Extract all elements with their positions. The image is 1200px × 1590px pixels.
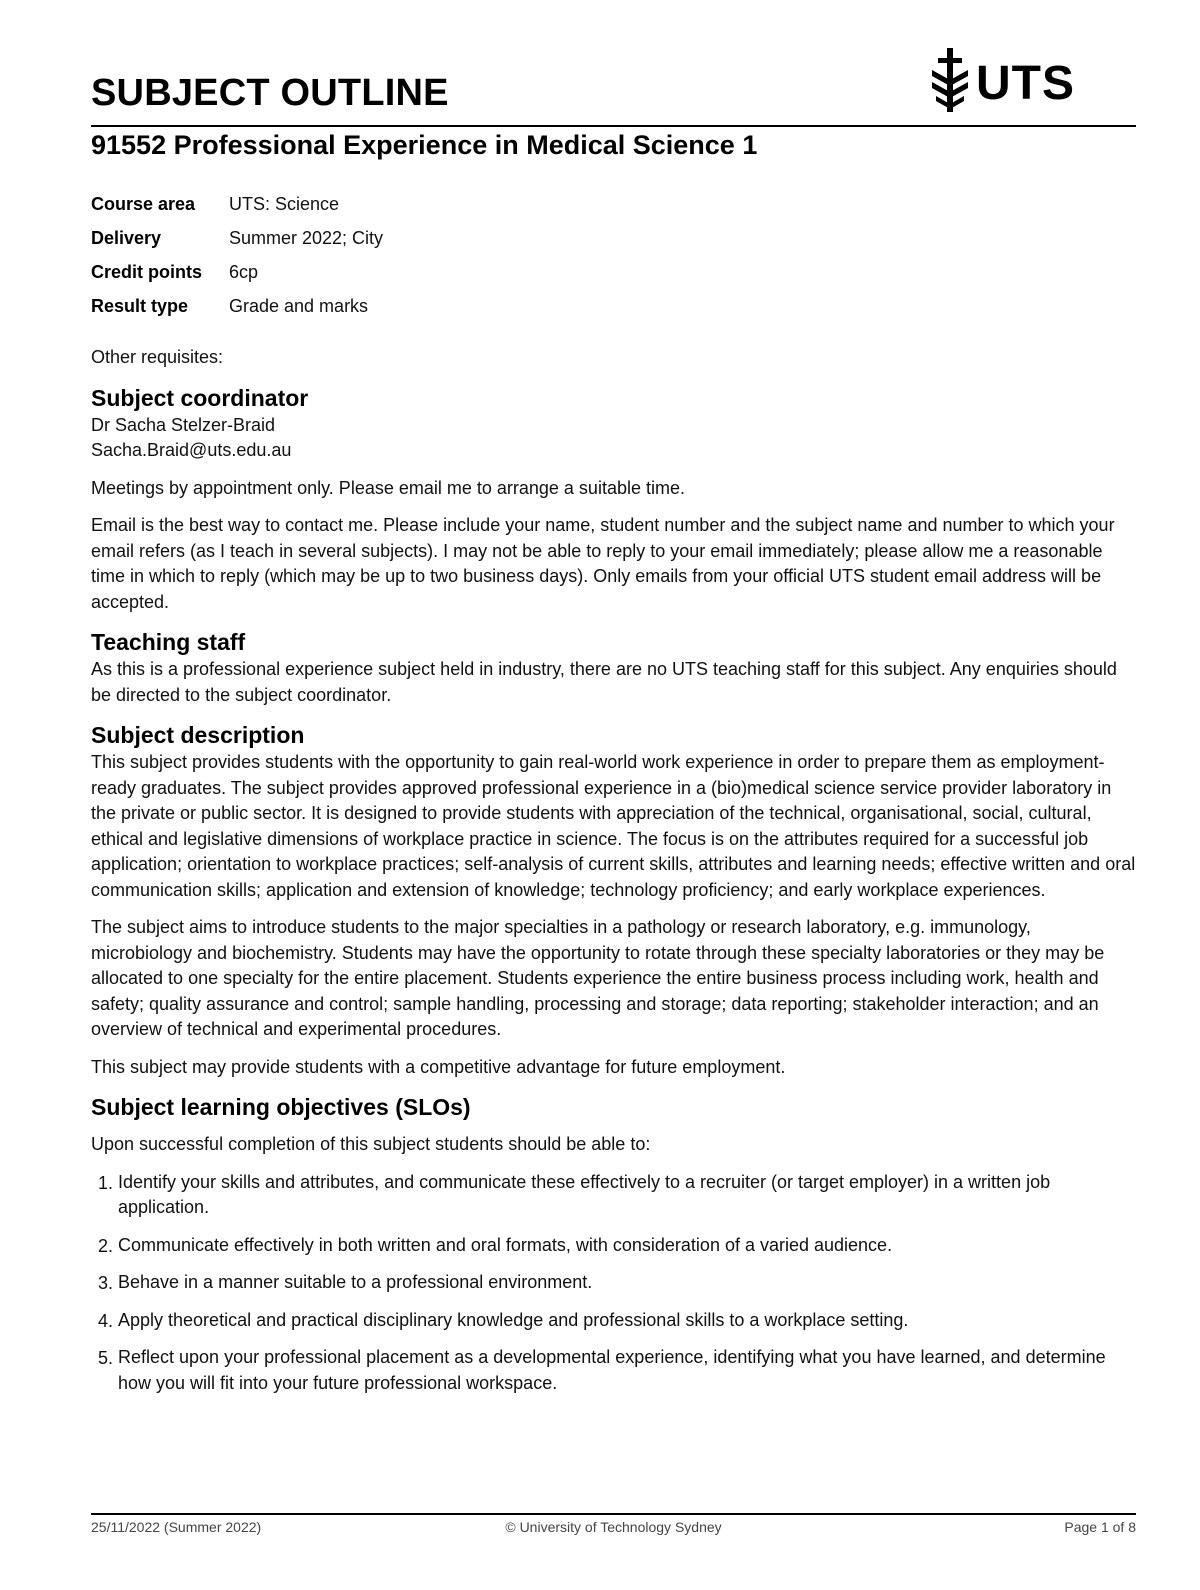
teaching-staff-text: As this is a professional experience subject held in industry, there are no UTS teaching staff for this subject. Any enquiries should be directed to the subject coordinator. [91,659,1117,705]
list-item-text: Apply theoretical and practical disciplinary knowledge and professional skills to a workplace setting. [118,1309,909,1330]
list-item-text: Behave in a manner suitable to a professional environment. [118,1272,593,1292]
list-item-text: Identify your skills and attributes, and communicate these effectively to a recruiter (or target employer) in a written job application. [118,1171,1051,1217]
list-item-number: 1. [98,1172,114,1193]
header-divider [91,125,1136,127]
footer-page-number: Page 1 of 8 [1064,1519,1136,1535]
list-item [91,1345,1136,1396]
description-paragraph: This subject provides students with the opportunity to gain real-world work experience in order to prepare them as employment-ready graduates. The subject provides approved professional experience in a (bio)medical science service provider laboratory in the private or public sector. It is designed to provide students with appreciation of the technical, organisational, social, cultural, ethical and legislative dimensions of workplace practice in science. The focus is on the attributes required for a successful job application; orientation to workplace practices; self-analysis of current skills, attributes and learning needs; effective written and oral communication skills; application and extension of knowledge; technology proficiency; and early workplace experiences. [91,752,1136,900]
list-item-text: Communicate effectively in both written and oral formats, with consideration of a varied audience. [118,1234,893,1255]
list-item-number: 5. [98,1348,114,1368]
description-paragraph: The subject aims to introduce students to the major specialties in a pathology or research laboratory, e.g. immunology, microbiology and biochemistry. Students may have the opportunity to rotate through these specialty laboratories or they may be allocated to one specialty for the entire placement. Students experience the entire business process including work, health and safety; quality assurance and control; sample handling, processing and storage; data reporting; stakeholder interaction; and an overview of technical and experimental procedures. [91,917,1105,1039]
footer-copyright: © University of Technology Sydney [505,1519,722,1535]
meta-row-delivery [91,228,383,262]
document-title: SUBJECT OUTLINE [91,72,449,114]
list-item-number: 3. [98,1273,114,1293]
coordinator-contact [91,413,1136,464]
coordinator-name: Dr Sacha Stelzer-Braid [91,414,276,435]
document-body [91,345,1136,1408]
meta-value: UTS: Science [229,194,340,214]
list-item [91,1170,1136,1221]
footer-divider [91,1513,1136,1515]
meetings-note: Meetings by appointment only. Please email me to arrange a suitable time. [91,477,685,498]
uts-logo [928,46,1092,118]
meta-row-course-area [91,194,383,228]
other-requisites: Other requisites: [91,347,224,367]
meta-label: Credit points [91,262,202,282]
section-heading-objectives: Subject learning objectives (SLOs) [91,1094,471,1120]
meta-label: Result type [91,296,189,316]
meta-row-result-type [91,296,383,330]
section-heading-teaching-staff: Teaching staff [91,629,246,655]
meta-value: Summer 2022; City [229,228,384,248]
meta-label: Delivery [91,228,162,248]
description-paragraph: This subject may provide students with a competitive advantage for future employment. [91,1056,786,1077]
objectives-list [91,1170,1136,1397]
meta-row-credit-points [91,262,383,296]
meta-value: 6cp [229,262,259,282]
meta-value: Grade and marks [229,296,369,316]
document-header [91,57,1136,126]
subject-meta [91,194,383,330]
coordinator-email[interactable]: Sacha.Braid@uts.edu.au [91,440,292,460]
list-item [91,1233,1136,1259]
subject-title: 91552 Professional Experience in Medical Science 1 [91,130,758,160]
list-item-number: 4. [98,1310,114,1331]
footer-date: 25/11/2022 (Summer 2022) [91,1519,262,1535]
list-item-number: 2. [98,1235,114,1256]
section-heading-description: Subject description [91,722,305,748]
document-page [91,0,1136,1590]
meta-label: Course area [91,194,196,214]
contact-note: Email is the best way to contact me. Please include your name, student number and the subject name and number to which your email refers (as I teach in several subjects). I may not be able to reply to your email immediately; please allow me a reasonable time in which to reply (which may be up to two business days). Only emails from your official UTS student email address will be accepted. [91,515,1115,612]
list-item [91,1270,1136,1296]
document-footer [91,1519,1136,1539]
section-heading-coordinator: Subject coordinator [91,384,309,411]
uts-crest-icon [928,46,972,118]
list-item [91,1308,1136,1334]
list-item-text: Reflect upon your professional placement as a developmental experience, identifying what you have learned, and determine how you will fit into your future professional workspace. [118,1347,1106,1393]
uts-logo-text: UTS [976,57,1075,110]
objectives-intro: Upon successful completion of this subject students should be able to: [91,1134,651,1154]
